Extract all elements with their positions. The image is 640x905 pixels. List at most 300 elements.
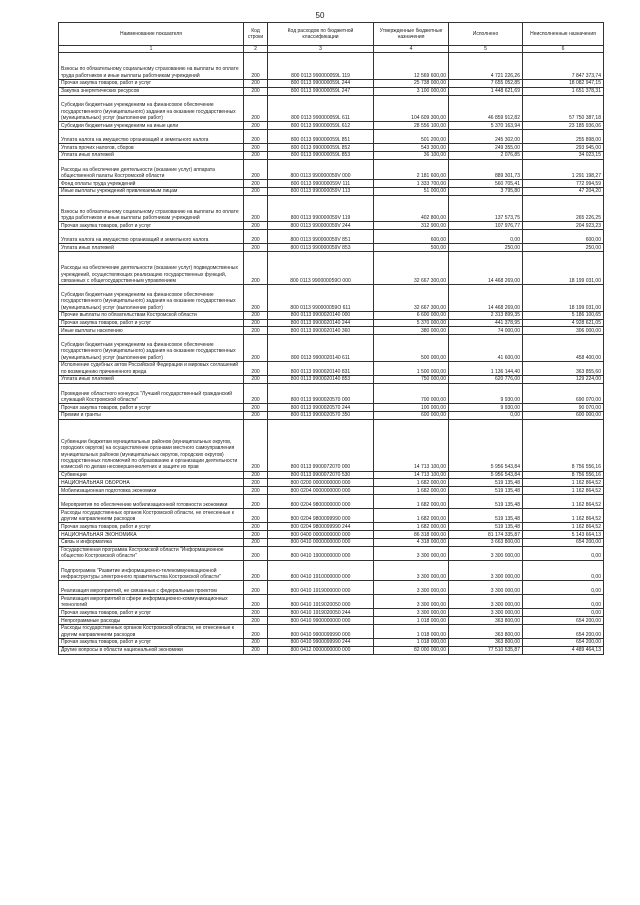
row-plan: 36 100,00 (374, 151, 449, 159)
table-row (59, 252, 604, 285)
row-kbk: 800 0204 9800000000 000 (268, 495, 374, 509)
row-code: 200 (244, 252, 268, 285)
table-row (59, 222, 604, 230)
row-name: Уплата налога на имущество организаций и земельного налога (59, 230, 244, 244)
row-code: 200 (244, 180, 268, 188)
row-code: 200 (244, 244, 268, 252)
row-rest: 204 923,23 (523, 222, 604, 230)
row-done: 14 468 269,00 (449, 285, 523, 312)
row-code: 200 (244, 375, 268, 383)
row-rest: 1 291 198,27 (523, 159, 604, 179)
row-rest: 600,00 (523, 230, 604, 244)
table-row (59, 581, 604, 595)
row-done: 519 135,48 (449, 487, 523, 495)
row-rest: 18 199 031,00 (523, 285, 604, 312)
table-row (59, 187, 604, 195)
row-code: 200 (244, 195, 268, 222)
row-kbk: 800 0113 9900020140 611 (268, 335, 374, 362)
row-kbk: 800 0113 990000059V 119 (268, 195, 374, 222)
row-name: Исполнение судебных актов Российской Федерации и мировых соглашений по возмещению причиненного вреда (59, 361, 244, 375)
row-kbk: 800 0204 0000000000 000 (268, 487, 374, 495)
row-plan: 1 682 000,00 (374, 479, 449, 487)
row-done: 3 300 000,00 (449, 595, 523, 609)
row-rest: 1 162 864,52 (523, 509, 604, 523)
row-done: 0,00 (449, 411, 523, 419)
row-done: 1 136 144,40 (449, 361, 523, 375)
col-number: 6 (523, 46, 604, 53)
row-code: 200 (244, 638, 268, 646)
row-code: 200 (244, 361, 268, 375)
row-name: Прочие выплаты по обязательствам Костромской области (59, 311, 244, 319)
table-row (59, 87, 604, 95)
row-kbk: 800 0113 990000059V 113 (268, 187, 374, 195)
row-done: 41 600,00 (449, 335, 523, 362)
row-plan: 32 667 300,00 (374, 285, 449, 312)
row-done: 245 302,00 (449, 130, 523, 144)
row-done: 5 956 543,84 (449, 419, 523, 471)
row-done: 363 800,00 (449, 638, 523, 646)
row-name: Прочая закупка товаров, работ и услуг (59, 609, 244, 617)
row-code: 200 (244, 419, 268, 471)
row-done: 14 468 269,00 (449, 252, 523, 285)
row-done: 3 300 000,00 (449, 609, 523, 617)
row-kbk: 800 0204 9800099990 000 (268, 509, 374, 523)
row-plan: 1 018 000,00 (374, 638, 449, 646)
row-code: 200 (244, 404, 268, 412)
row-rest: 8 756 556,16 (523, 471, 604, 479)
col-number: 4 (374, 46, 449, 53)
row-done: 9 930,00 (449, 404, 523, 412)
row-rest: 7 847 373,74 (523, 53, 604, 80)
col-number: 5 (449, 46, 523, 53)
row-name: Фонд оплаты труда учреждений (59, 180, 244, 188)
row-done: 249 355,00 (449, 144, 523, 152)
row-rest: 0,00 (523, 560, 604, 580)
row-done: 519 135,48 (449, 509, 523, 523)
row-code: 200 (244, 617, 268, 625)
row-name: Взносы по обязательному социальному страхованию на выплаты по оплате труда работников и иные выплаты работникам учреждений (59, 53, 244, 80)
row-code: 200 (244, 87, 268, 95)
row-code: 200 (244, 538, 268, 546)
row-code: 200 (244, 327, 268, 335)
row-code: 200 (244, 222, 268, 230)
row-rest: 654 200,00 (523, 638, 604, 646)
row-done: 2 076,85 (449, 151, 523, 159)
row-name: Субсидии бюджетным учреждениям на иные цели (59, 122, 244, 130)
table-row (59, 487, 604, 495)
table-row (59, 361, 604, 375)
table-row (59, 495, 604, 509)
row-name: Субсидии бюджетным учреждениям на финансовое обеспечение государственного (муниципального) задания на оказание государственных (муниципальных) услуг (выполнение работ) (59, 95, 244, 122)
row-name: Прочая закупка товаров, работ и услуг (59, 319, 244, 327)
row-name: Иные выплаты учреждений привлекаемым лицам (59, 187, 244, 195)
table-row (59, 419, 604, 471)
row-name: Уплата иных платежей (59, 375, 244, 383)
table-row (59, 404, 604, 412)
row-plan: 1 682 000,00 (374, 495, 449, 509)
row-kbk: 800 0410 1919020050 000 (268, 595, 374, 609)
table-row (59, 244, 604, 252)
row-rest: 4 489 464,13 (523, 646, 604, 654)
row-kbk: 800 0412 0000000000 000 (268, 646, 374, 654)
row-plan: 28 556 100,00 (374, 122, 449, 130)
row-name: Связь и информатика (59, 538, 244, 546)
row-kbk: 800 0204 9800099990 244 (268, 523, 374, 531)
table-row (59, 617, 604, 625)
row-plan: 402 800,00 (374, 195, 449, 222)
row-plan: 380 000,00 (374, 327, 449, 335)
row-rest: 0,00 (523, 595, 604, 609)
row-name: Уплата прочих налогов, сборов (59, 144, 244, 152)
row-plan: 3 300 000,00 (374, 609, 449, 617)
table-row (59, 311, 604, 319)
row-rest: 772 994,59 (523, 180, 604, 188)
row-plan: 500,00 (374, 244, 449, 252)
row-plan: 25 738 000,00 (374, 79, 449, 87)
row-rest: 90 070,00 (523, 404, 604, 412)
header-rest: Неисполненные назначения (523, 23, 604, 46)
row-rest: 8 756 556,16 (523, 419, 604, 471)
row-code: 200 (244, 319, 268, 327)
row-rest: 265 226,25 (523, 195, 604, 222)
row-plan: 1 682 000,00 (374, 487, 449, 495)
table-row (59, 560, 604, 580)
row-rest: 306 000,00 (523, 327, 604, 335)
table-row (59, 479, 604, 487)
row-plan: 1 682 000,00 (374, 523, 449, 531)
row-code: 200 (244, 411, 268, 419)
row-code: 200 (244, 624, 268, 638)
row-done: 77 510 535,87 (449, 646, 523, 654)
row-rest: 0,00 (523, 609, 604, 617)
table-row (59, 230, 604, 244)
table-row (59, 509, 604, 523)
row-name: Непрограммные расходы (59, 617, 244, 625)
row-rest: 5 143 664,13 (523, 531, 604, 539)
row-code: 200 (244, 531, 268, 539)
row-done: 889 301,73 (449, 159, 523, 179)
table-row (59, 523, 604, 531)
row-code: 200 (244, 335, 268, 362)
row-name: Премии и гранты (59, 411, 244, 419)
row-name: Подпрограмма "Развитие информационно-телекоммуникационной инфраструктуры электронного правительства Костромской области" (59, 560, 244, 580)
row-rest: 1 162 864,52 (523, 523, 604, 531)
header-name: Наименование показателя (59, 23, 244, 46)
row-code: 200 (244, 646, 268, 654)
row-done: 9 930,00 (449, 383, 523, 403)
row-name: Расходы государственных органов Костромской области, не отнесенные к другим направлениям расходов (59, 509, 244, 523)
row-code: 200 (244, 230, 268, 244)
table-row (59, 638, 604, 646)
row-kbk: 800 0113 9900072070 530 (268, 471, 374, 479)
table-row (59, 180, 604, 188)
row-done: 0,00 (449, 230, 523, 244)
row-name: Расходы государственных органов Костромской области, не отнесенные к другим направлениям расходов (59, 624, 244, 638)
row-rest: 293 945,00 (523, 144, 604, 152)
row-rest: 0,00 (523, 546, 604, 560)
table-row (59, 79, 604, 87)
table-row (59, 130, 604, 144)
row-code: 200 (244, 479, 268, 487)
row-kbk: 800 0113 9900072070 000 (268, 419, 374, 471)
row-plan: 4 318 000,00 (374, 538, 449, 546)
row-name: Прочая закупка товаров, работ и услуг (59, 638, 244, 646)
row-code: 200 (244, 151, 268, 159)
row-kbk: 800 0113 9900020140 000 (268, 311, 374, 319)
row-rest: 255 898,00 (523, 130, 604, 144)
row-kbk: 800 0113 990000059О 000 (268, 252, 374, 285)
row-plan: 14 713 100,00 (374, 471, 449, 479)
row-rest: 1 162 864,52 (523, 495, 604, 509)
row-kbk: 800 0113 990000059V 000 (268, 159, 374, 179)
row-rest: 18 199 031,00 (523, 252, 604, 285)
row-kbk: 800 0410 1919000000 000 (268, 581, 374, 595)
row-rest: 1 162 864,52 (523, 487, 604, 495)
row-plan: 104 609 300,00 (374, 95, 449, 122)
row-name: НАЦИОНАЛЬНАЯ ОБОРОНА (59, 479, 244, 487)
row-kbk: 800 0410 0000000000 000 (268, 538, 374, 546)
row-plan: 51 000,00 (374, 187, 449, 195)
table-row (59, 285, 604, 312)
table-row (59, 144, 604, 152)
table-row (59, 327, 604, 335)
row-code: 200 (244, 95, 268, 122)
row-rest: 690 070,00 (523, 383, 604, 403)
row-kbk: 800 0410 9900000000 000 (268, 617, 374, 625)
row-name: Расходы на обеспечение деятельности (оказание услуг) подведомственных учреждений, осуществляющих реализацию государственных функций, связанных с общегосударственным управлением (59, 252, 244, 285)
row-done: 4 721 226,26 (449, 53, 523, 80)
row-done: 250,00 (449, 244, 523, 252)
row-done: 620 776,00 (449, 375, 523, 383)
row-plan: 3 300 000,00 (374, 595, 449, 609)
row-name: Государственная программа Костромской области "Информационное общество Костромской области" (59, 546, 244, 560)
table-row (59, 646, 604, 654)
row-code: 200 (244, 546, 268, 560)
row-name: Прочая закупка товаров, работ и услуг (59, 523, 244, 531)
row-rest: 654 200,00 (523, 624, 604, 638)
row-kbk: 800 0200 0000000000 000 (268, 479, 374, 487)
row-code: 200 (244, 159, 268, 179)
row-code: 200 (244, 311, 268, 319)
row-kbk: 800 0113 9900020140 244 (268, 319, 374, 327)
page-number: 50 (315, 11, 325, 20)
row-code: 200 (244, 581, 268, 595)
row-kbk: 800 0410 1910000000 000 (268, 560, 374, 580)
row-plan: 600,00 (374, 230, 449, 244)
row-code: 200 (244, 495, 268, 509)
table-row (59, 375, 604, 383)
row-plan: 3 100 000,00 (374, 87, 449, 95)
row-name: Взносы по обязательному социальному страхованию на выплаты по оплате труда работников и иные выплаты работникам учреждений (59, 195, 244, 222)
row-done: 1 448 621,69 (449, 87, 523, 95)
row-code: 200 (244, 595, 268, 609)
row-kbk: 800 0113 990000059L 247 (268, 87, 374, 95)
row-done: 519 135,48 (449, 523, 523, 531)
row-rest: 1 162 864,52 (523, 479, 604, 487)
row-done: 3 300 000,00 (449, 581, 523, 595)
row-done: 3 795,80 (449, 187, 523, 195)
row-code: 200 (244, 509, 268, 523)
row-code: 200 (244, 487, 268, 495)
table-row (59, 546, 604, 560)
row-kbk: 800 0113 990000059L 611 (268, 95, 374, 122)
row-plan: 86 318 000,00 (374, 531, 449, 539)
row-kbk: 800 0113 990000059V 853 (268, 244, 374, 252)
row-plan: 312 900,00 (374, 222, 449, 230)
row-done: 137 573,75 (449, 195, 523, 222)
row-code: 200 (244, 122, 268, 130)
row-plan: 5 370 000,00 (374, 319, 449, 327)
row-kbk: 800 0113 9900020140 831 (268, 361, 374, 375)
row-done: 363 800,00 (449, 624, 523, 638)
row-name: Проведение областного конкурса "Лучший государственный гражданский служащий Костромской области" (59, 383, 244, 403)
row-rest: 654 200,00 (523, 538, 604, 546)
table-row (59, 531, 604, 539)
row-name: НАЦИОНАЛЬНАЯ ЭКОНОМИКА (59, 531, 244, 539)
row-rest: 0,00 (523, 581, 604, 595)
row-kbk: 800 0113 9900020570 244 (268, 404, 374, 412)
row-kbk: 800 0113 990000059О 611 (268, 285, 374, 312)
row-plan: 1 018 000,00 (374, 624, 449, 638)
row-name: Реализация мероприятий в сфере информационно-коммуникационных технологий (59, 595, 244, 609)
row-done: 519 135,48 (449, 495, 523, 509)
table-row (59, 538, 604, 546)
row-plan: 100 000,00 (374, 404, 449, 412)
table-row (59, 411, 604, 419)
row-plan: 600 000,00 (374, 411, 449, 419)
row-code: 200 (244, 187, 268, 195)
row-code: 200 (244, 130, 268, 144)
row-code: 200 (244, 53, 268, 80)
row-done: 441 378,95 (449, 319, 523, 327)
row-kbk: 800 0113 990000059L 851 (268, 130, 374, 144)
row-plan: 82 000 000,00 (374, 646, 449, 654)
row-code: 200 (244, 285, 268, 312)
row-plan: 6 600 000,00 (374, 311, 449, 319)
row-plan: 12 569 600,00 (374, 53, 449, 80)
row-code: 200 (244, 79, 268, 87)
row-name: Уплата иных платежей (59, 244, 244, 252)
row-rest: 57 750 387,18 (523, 95, 604, 122)
table-row (59, 195, 604, 222)
budget-table (58, 22, 604, 655)
row-code: 200 (244, 609, 268, 617)
row-kbk: 800 0113 990000059V 244 (268, 222, 374, 230)
row-kbk: 800 0113 9900020570 350 (268, 411, 374, 419)
row-plan: 1 333 700,00 (374, 180, 449, 188)
header-code: Код строки (244, 23, 268, 46)
row-kbk: 800 0410 9900099990 000 (268, 624, 374, 638)
row-rest: 458 400,00 (523, 335, 604, 362)
row-done: 5 956 543,84 (449, 471, 523, 479)
row-rest: 600 000,00 (523, 411, 604, 419)
row-done: 3 300 000,00 (449, 560, 523, 580)
row-kbk: 800 0400 0000000000 000 (268, 531, 374, 539)
row-name: Другие вопросы в области национальной экономики (59, 646, 244, 654)
row-plan: 1 018 000,00 (374, 617, 449, 625)
row-done: 46 859 912,82 (449, 95, 523, 122)
row-done: 560 705,41 (449, 180, 523, 188)
table-row (59, 335, 604, 362)
row-name: Реализация мероприятий, не связанных с федеральным проектом (59, 581, 244, 595)
row-name: Прочая закупка товаров, работ и услуг (59, 79, 244, 87)
row-name: Уплата иных платежей (59, 151, 244, 159)
row-done: 107 976,77 (449, 222, 523, 230)
table-row (59, 595, 604, 609)
row-name: Прочая закупка товаров, работ и услуг (59, 222, 244, 230)
table-row (59, 319, 604, 327)
row-plan: 543 300,00 (374, 144, 449, 152)
col-number: 1 (59, 46, 244, 53)
row-done: 363 800,00 (449, 617, 523, 625)
table-row (59, 122, 604, 130)
row-name: Закупка энергетических ресурсов (59, 87, 244, 95)
row-done: 3 300 000,00 (449, 546, 523, 560)
row-code: 200 (244, 523, 268, 531)
row-kbk: 800 0410 9900099990 244 (268, 638, 374, 646)
row-name: Мероприятия по обеспечению мобилизационной готовности экономики (59, 495, 244, 509)
row-done: 519 135,48 (449, 479, 523, 487)
row-name: Субвенции (59, 471, 244, 479)
header-row (59, 23, 604, 46)
row-rest: 654 200,00 (523, 617, 604, 625)
row-kbk: 800 0113 990000059V 111 (268, 180, 374, 188)
row-rest: 129 224,00 (523, 375, 604, 383)
row-kbk: 800 0410 1900000000 000 (268, 546, 374, 560)
row-name: Расходы на обеспечение деятельности (оказание услуг) аппарата общественной палаты Костромской области (59, 159, 244, 179)
row-kbk: 800 0113 990000059L 852 (268, 144, 374, 152)
table-row (59, 609, 604, 617)
row-plan: 14 713 100,00 (374, 419, 449, 471)
row-plan: 750 000,00 (374, 375, 449, 383)
row-plan: 3 300 000,00 (374, 581, 449, 595)
row-rest: 47 204,20 (523, 187, 604, 195)
row-name: Прочая закупка товаров, работ и услуг (59, 404, 244, 412)
row-name: Субсидии бюджетным учреждениям на финансовое обеспечение государственного (муниципального) задания на оказание государственных (муниципальных) услуг (выполнение работ) (59, 285, 244, 312)
row-kbk: 800 0113 990000059L 853 (268, 151, 374, 159)
header-done: Исполнено (449, 23, 523, 46)
row-kbk: 800 0410 1919020050 244 (268, 609, 374, 617)
row-kbk: 800 0113 9900020140 360 (268, 327, 374, 335)
row-rest: 23 185 936,06 (523, 122, 604, 130)
row-name: Мобилизационная подготовка экономики (59, 487, 244, 495)
table-row (59, 159, 604, 179)
row-plan: 3 300 000,00 (374, 546, 449, 560)
table-row (59, 53, 604, 80)
header-kbk: Код расходов по бюджетной классификации (268, 23, 374, 46)
row-plan: 501 200,00 (374, 130, 449, 144)
row-done: 5 370 163,94 (449, 122, 523, 130)
row-done: 7 655 052,85 (449, 79, 523, 87)
row-kbk: 800 0113 990000059L 119 (268, 53, 374, 80)
row-plan: 3 300 000,00 (374, 560, 449, 580)
row-kbk: 800 0113 990000059L 244 (268, 79, 374, 87)
row-code: 200 (244, 471, 268, 479)
row-done: 81 174 335,87 (449, 531, 523, 539)
row-kbk: 800 0113 990000059V 851 (268, 230, 374, 244)
row-plan: 2 181 600,00 (374, 159, 449, 179)
row-rest: 4 928 621,05 (523, 319, 604, 327)
table-row (59, 383, 604, 403)
row-plan: 500 000,00 (374, 335, 449, 362)
row-rest: 18 082 947,15 (523, 79, 604, 87)
col-number: 3 (268, 46, 374, 53)
row-kbk: 800 0113 9900020570 000 (268, 383, 374, 403)
row-code: 200 (244, 560, 268, 580)
row-name: Иные выплаты населению (59, 327, 244, 335)
table-row (59, 624, 604, 638)
row-rest: 363 855,60 (523, 361, 604, 375)
